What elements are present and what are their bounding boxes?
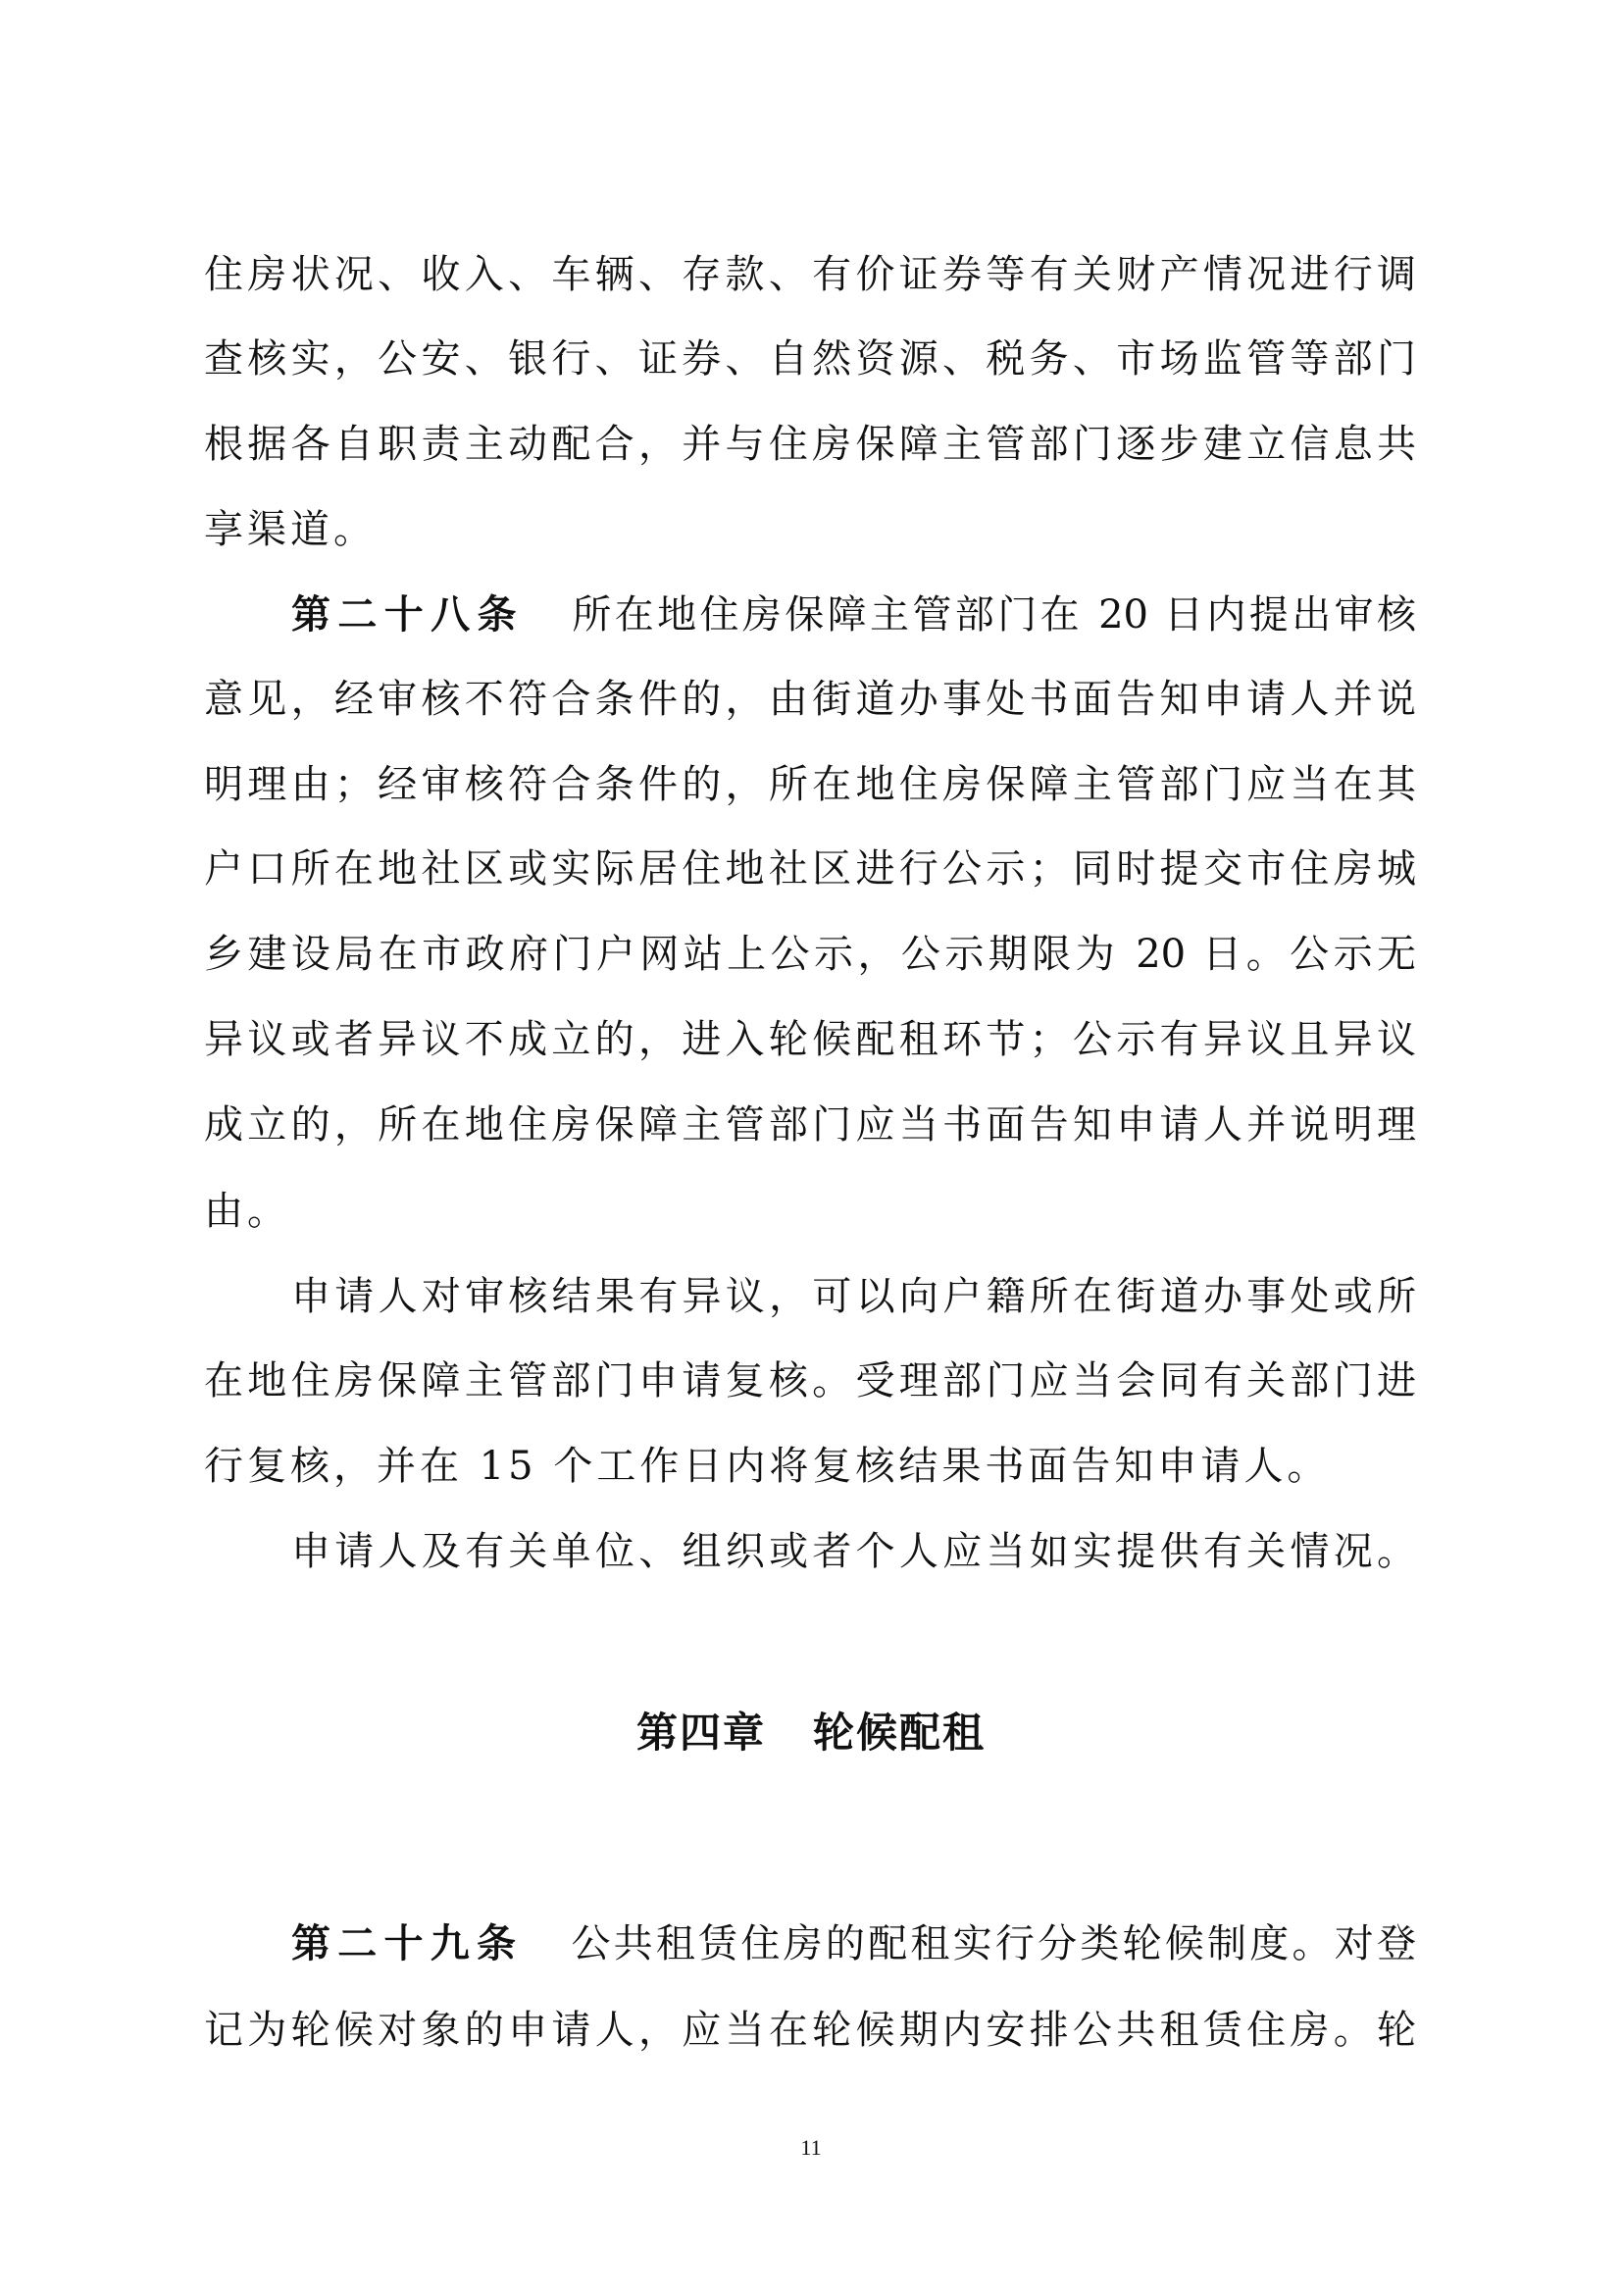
body-text-line: 行复核，并在 15 个工作日内将复核结果书面告知申请人。 — [204, 1444, 1331, 1489]
paragraph-first-line: 申请人及有关单位、组织或者个人应当如实提供有关情况。 — [291, 1529, 1416, 1574]
body-text-line: 根据各自职责主动配合，并与住房保障主管部门逐步建立信息共 — [204, 422, 1416, 467]
article-body-text: 公共租赁住房的配租实行分类轮候制度。对登 — [568, 1921, 1417, 1966]
body-text-line: 住房状况、收入、车辆、存款、有价证券等有关财产情况进行调 — [204, 252, 1416, 297]
body-text-line: 成立的，所在地住房保障主管部门应当书面告知申请人并说明理 — [204, 1102, 1416, 1148]
body-text-line: 乡建设局在市政府门户网站上公示，公示期限为 20 日。公示无 — [204, 932, 1416, 977]
article-body-text: 所在地住房保障主管部门在 20 日内提出审核 — [568, 592, 1417, 638]
body-text-line: 异议或者异议不成立的，进入轮候配租环节；公示有异议且异议 — [204, 1017, 1416, 1062]
chapter-title: 轮候配租 — [813, 1709, 987, 1757]
page-number: 11 — [800, 2135, 822, 2160]
body-text-line: 在地住房保障主管部门申请复核。受理部门应当会同有关部门进 — [204, 1358, 1416, 1403]
article-title: 第二十九条 — [291, 1921, 524, 1966]
body-text-line: 户口所在地社区或实际居住地社区进行公示；同时提交市住房城 — [204, 846, 1416, 892]
body-text-line: 查核实，公安、银行、证券、自然资源、税务、市场监管等部门 — [204, 336, 1416, 382]
article-29-first-line — [291, 1914, 1416, 1973]
article-title: 第二十八条 — [291, 592, 524, 638]
body-text-line: 由。 — [204, 1189, 290, 1234]
chapter-heading — [0, 1704, 1622, 1762]
body-text-line: 明理由；经审核符合条件的，所在地住房保障主管部门应当在其 — [204, 762, 1416, 807]
chapter-number: 第四章 — [635, 1709, 766, 1757]
paragraph-first-line: 申请人对审核结果有异议，可以向户籍所在街道办事处或所 — [291, 1274, 1416, 1319]
body-text-line: 记为轮候对象的申请人，应当在轮候期内安排公共租赁住房。轮 — [204, 2008, 1416, 2053]
body-text-line: 意见，经审核不符合条件的，由街道办事处书面告知申请人并说 — [204, 677, 1416, 722]
body-text-line: 享渠道。 — [204, 507, 377, 552]
article-28-first-line — [291, 586, 1416, 644]
